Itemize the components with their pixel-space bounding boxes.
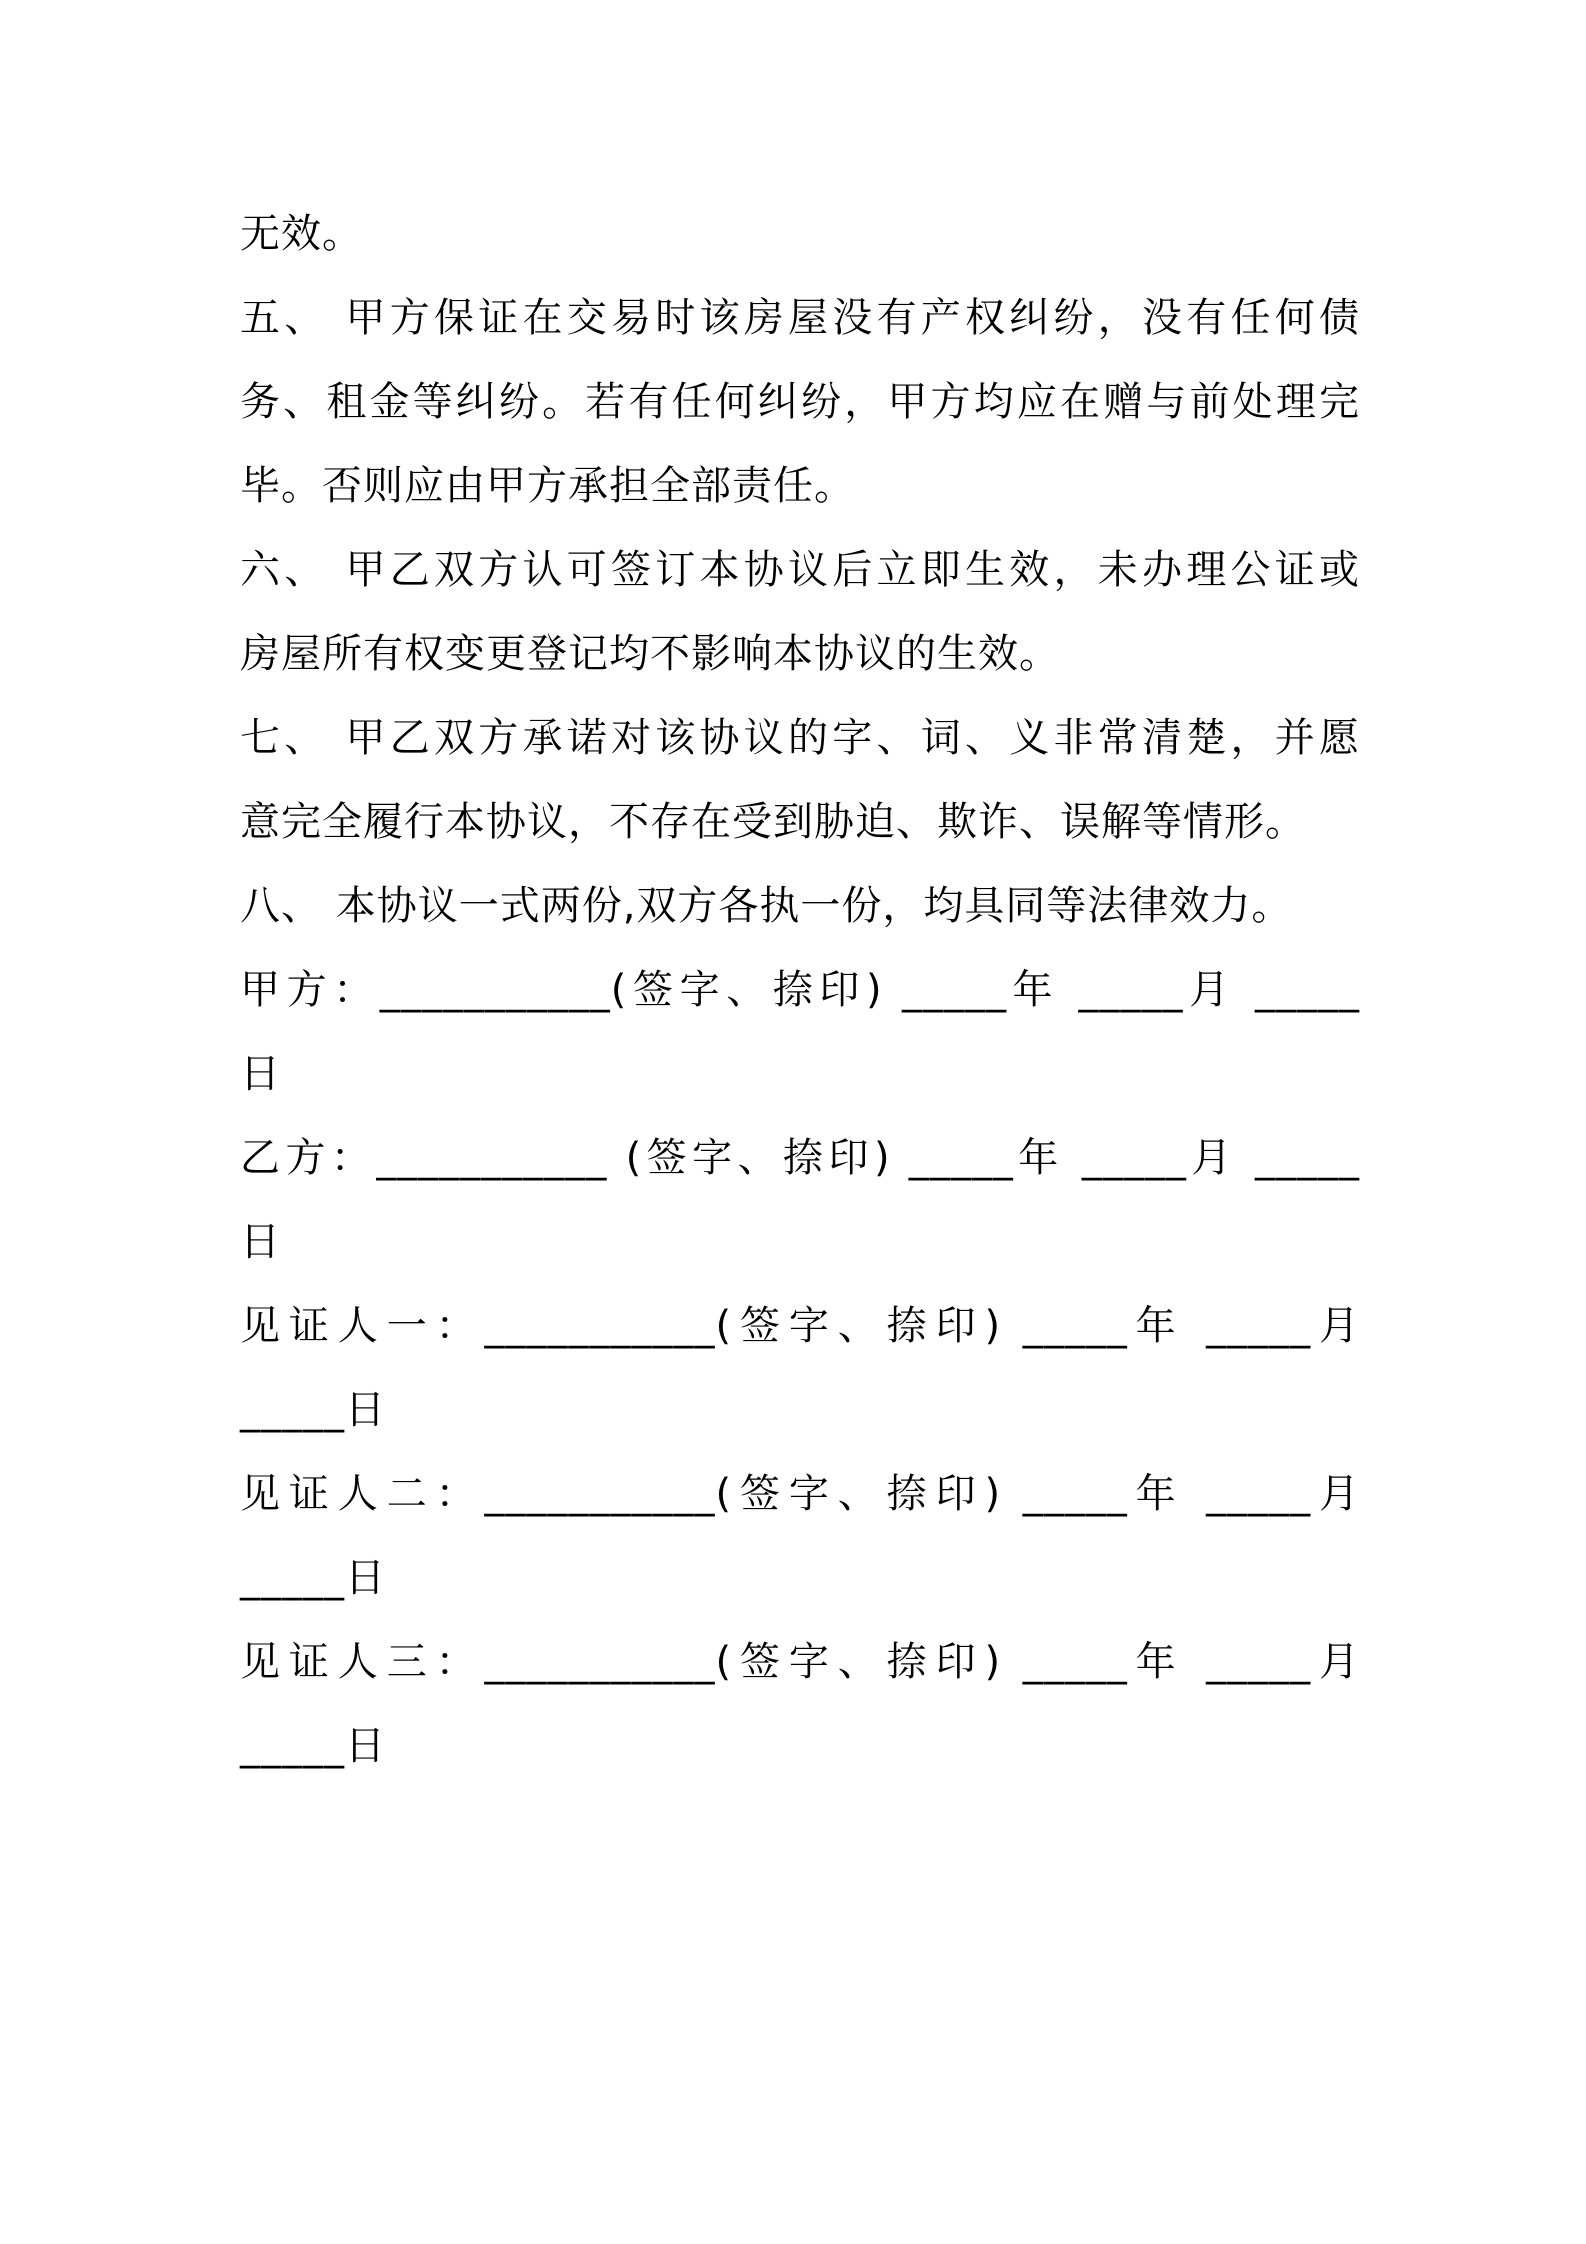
clause-5-line-1: 五、 甲方保证在交易时该房屋没有产权纠纷，没有任何债 [240,295,1360,341]
clause-7-line-1: 七、 甲乙双方承诺对该协议的字、词、义非常清楚，并愿 [240,715,1360,761]
party-a-day-line: 日 [240,1051,281,1097]
witness-2-day-line: _____日 [240,1555,386,1601]
witness-3-day-line: _____日 [240,1723,386,1769]
clause-5-line-3: 毕。否则应由甲方承担全部责任。 [240,463,855,509]
clause-7-line-2: 意完全履行本协议，不存在受到胁迫、欺诈、误解等情形。 [240,799,1306,845]
document-body [240,192,1360,1788]
clause-6-line-1: 六、 甲乙双方认可签订本协议后立即生效，未办理公证或 [240,547,1360,593]
party-b-day-line: 日 [240,1219,281,1265]
party-a-signature-line: 甲方：___________(签字、捺印) _____年 _____月 _____ [240,967,1360,1013]
clause-8-line-1: 八、 本协议一式两份,双方各执一份，均具同等法律效力。 [240,883,1293,929]
witness-1-day-line: _____日 [240,1387,386,1433]
clause-6-line-2: 房屋所有权变更登记均不影响本协议的生效。 [240,631,1060,677]
party-b-signature-line: 乙方：___________ (签字、捺印) _____年 _____月 _____ [240,1135,1360,1181]
text-line: 无效。 [240,211,363,257]
witness-2-signature-line: 见证人二：___________(签字、捺印) _____年 _____月 [240,1471,1360,1517]
witness-1-signature-line: 见证人一：___________(签字、捺印) _____年 _____月 [240,1303,1360,1349]
clause-5-line-2: 务、租金等纠纷。若有任何纠纷，甲方均应在赠与前处理完 [240,379,1360,425]
witness-3-signature-line: 见证人三：___________(签字、捺印) _____年 _____月 [240,1639,1360,1685]
